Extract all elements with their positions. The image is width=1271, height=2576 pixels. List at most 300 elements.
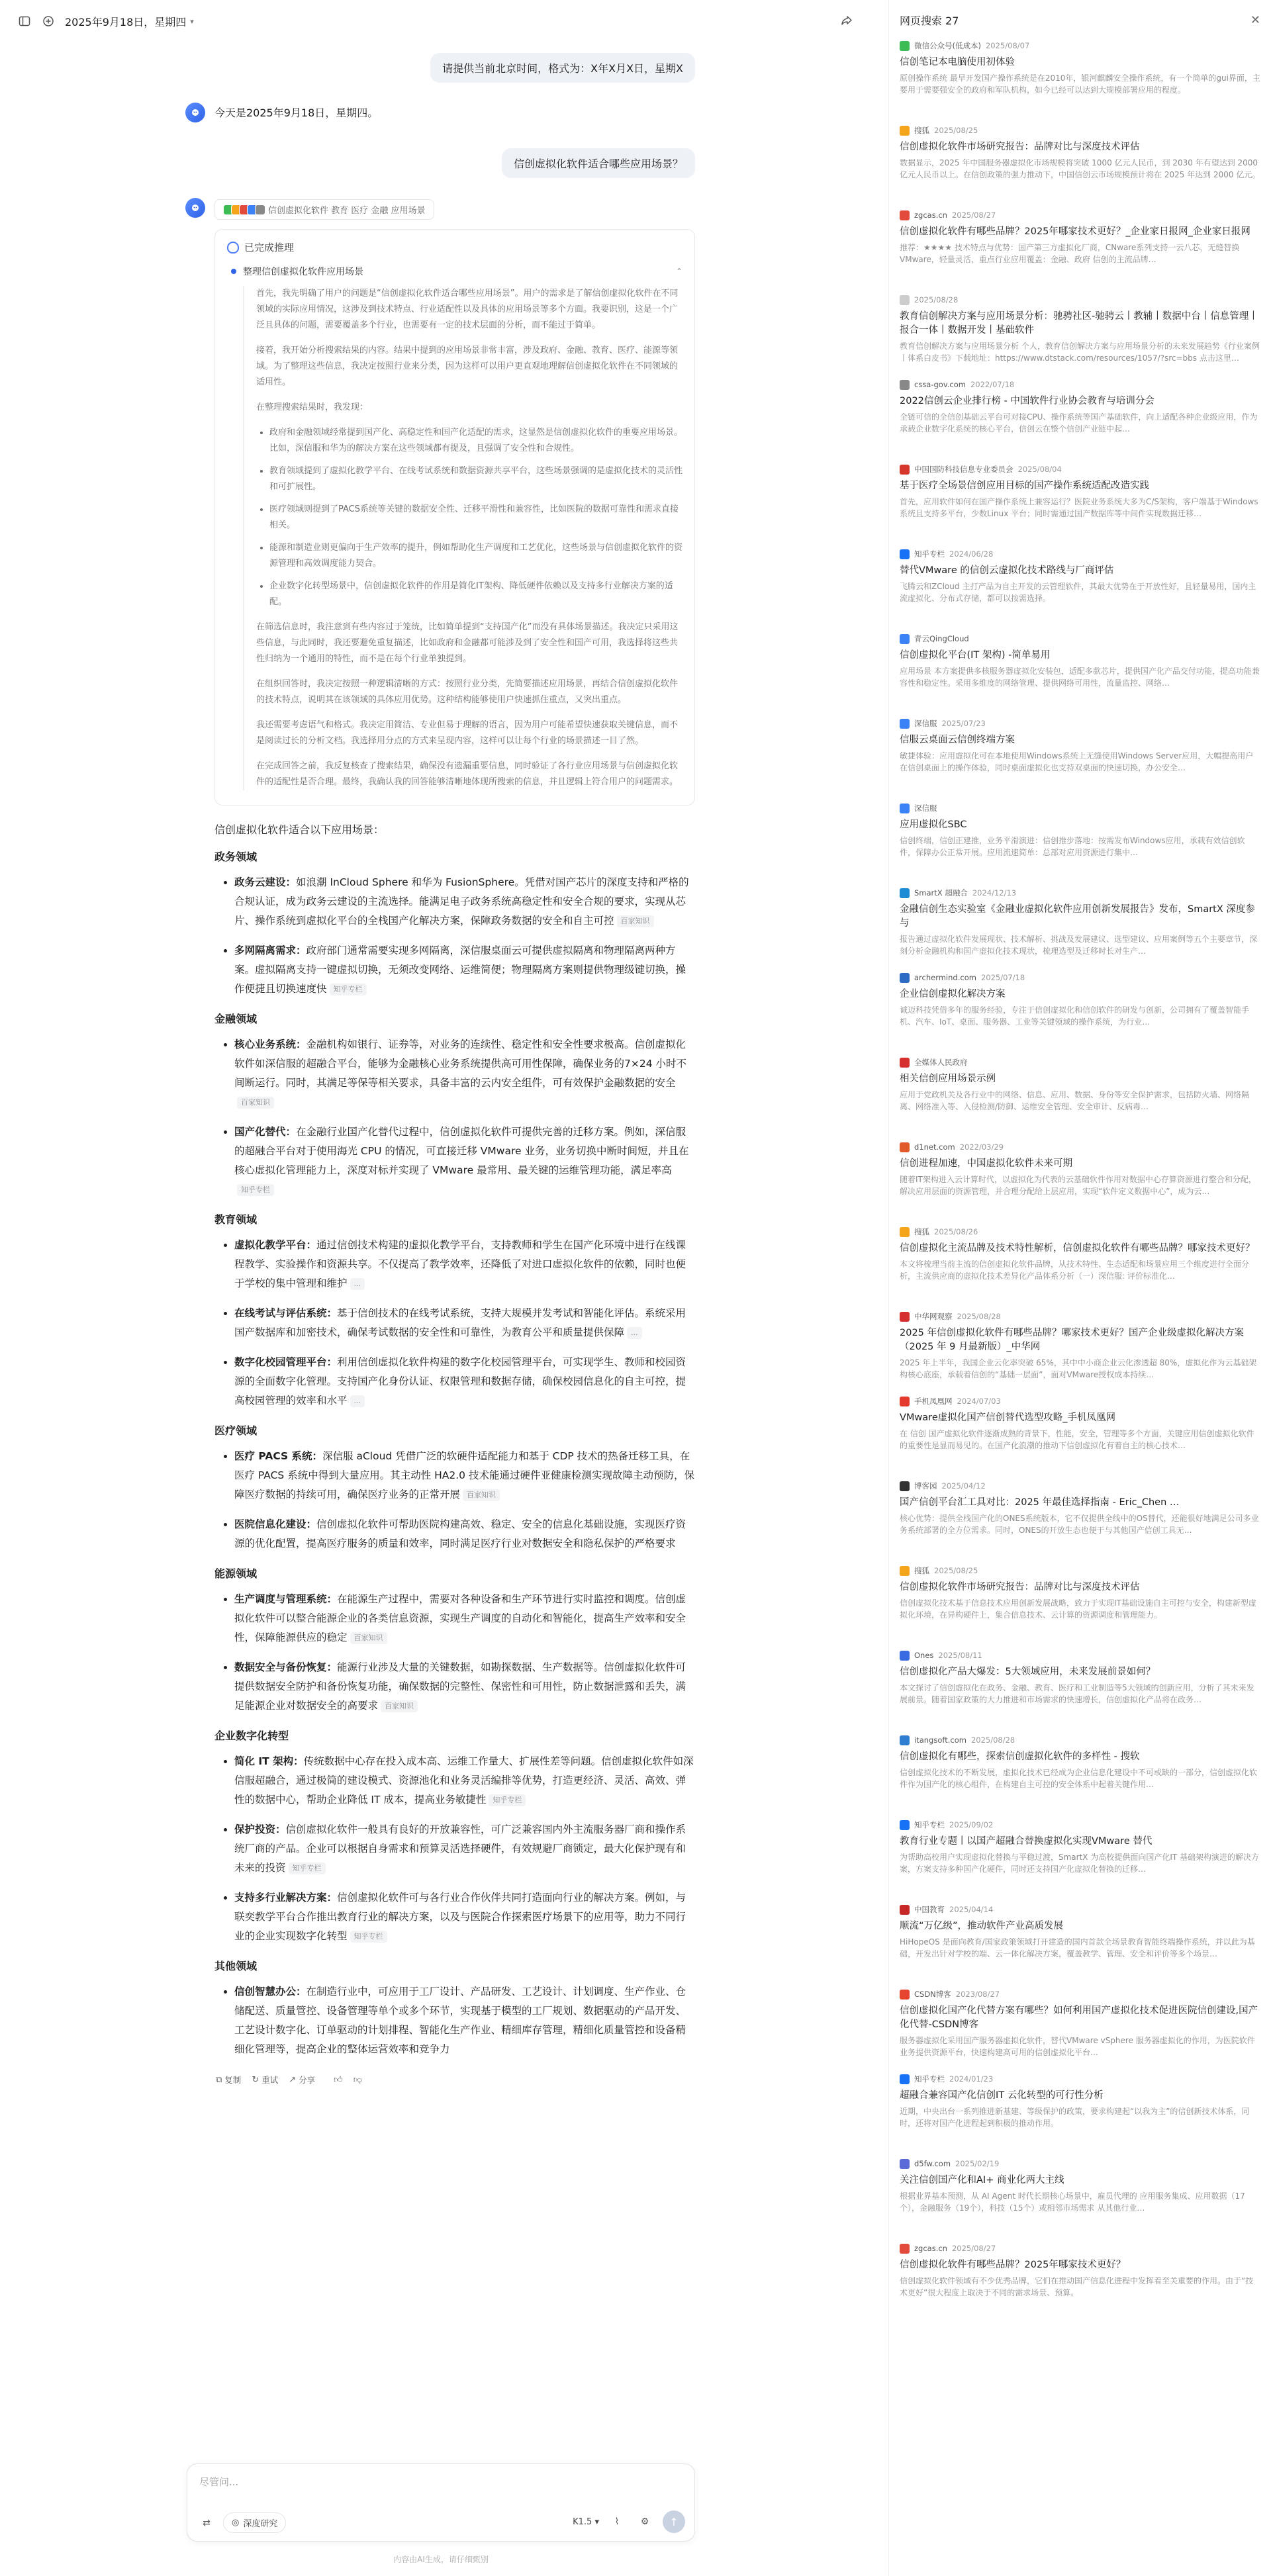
source-card[interactable] <box>900 633 1260 709</box>
source-favicon-icon <box>900 295 910 305</box>
source-meta <box>900 802 1260 814</box>
copy-button[interactable] <box>216 2074 241 2086</box>
source-meta <box>900 1226 1260 1238</box>
source-card[interactable] <box>900 1226 1260 1302</box>
source-title[interactable]: 基于医疗全场景信创应用目标的国产操作系统适配改造实践 <box>900 481 1149 491</box>
source-snippet: 随着IT架构进入云计算时代，以虚拟化为代表的云基础软件作用对数据中心存算资源进行整合和分配，解决应用层面的资源管理，并合理分配给上层应用，实现“软件定义数据中心”，成为云… <box>900 1175 1256 1196</box>
source-meta <box>900 2242 1260 2254</box>
source-title[interactable]: 顺流“万亿级”，推动软件产业高质发展 <box>900 1921 1064 1931</box>
source-date: 2025/08/27 <box>951 210 996 220</box>
source-favicon-icon <box>900 634 910 644</box>
reasoning-paragraph: 接着，我开始分析搜索结果的内容。结果中提到的应用场景非常丰富，涉及政府、金融、教育、医疗、能源等领域。为了整理这些信息，我决定按照行业来分类，因为这样可以用户更直观地理解信创虚拟化软件在不同领域的适用性。 <box>256 345 679 387</box>
source-title[interactable]: 信创虚拟化有哪些，探索信创虚拟化软件的多样性 - 搜软 <box>900 1751 1140 1762</box>
reasoning-paragraph: 我还需要考虑语气和格式。我决定用简洁、专业但易于理解的语言，因为用户可能希望快速获取关键信息，而不是阅读过长的分析文档。我选择用分点的方式来呈现内容，这样可以让每个行业的场景描述一目了然。 <box>256 720 679 746</box>
source-favicon-icon <box>900 210 910 220</box>
source-snippet: 信创虚拟化技术基于信息技术应用创新发展战略，致力于实现IT基础设施自主可控与安全，构建新型虚拟化环境，在异构硬件上，集合信息技术、云计算的资源调度和管理能力。 <box>900 1598 1256 1620</box>
answer-item <box>234 1515 695 1553</box>
reasoning-bullet: • 政府和金融领域经常提到国产化、高稳定性和国产化适配的需求，这显然是信创虚拟化软件的重要应用场景。比如，深信服和华为的解决方案在这些领域都有提及，且强调了安全性和合规性。 <box>269 425 683 457</box>
source-meta <box>900 1395 1260 1407</box>
sidebar-toggle-icon[interactable] <box>17 14 32 28</box>
reasoning-bullet: • 企业数字化转型场景中，信创虚拟化软件的作用是简化IT架构、降低硬件依赖以及支持多行业解决方案的适配。 <box>269 578 683 610</box>
answer-intro: 信创虚拟化软件适合以下应用场景： <box>214 823 385 836</box>
reasoning-bullets <box>256 425 683 610</box>
answer-item-name: 医疗 PACS 系统： <box>234 1450 323 1462</box>
top-bar <box>0 0 887 42</box>
source-card[interactable] <box>900 294 1260 370</box>
answer-item-name: 虚拟化教学平台： <box>234 1239 317 1251</box>
model-selector[interactable] <box>573 2517 599 2527</box>
settings-icon[interactable]: ⚙ <box>640 2516 649 2527</box>
source-meta <box>900 463 1260 475</box>
source-meta <box>900 972 1260 984</box>
source-snippet: 信创虚拟化技术的不断发展，虚拟化技术已经成为企业信息化建设中不可或缺的一部分，信创虚拟化软件作为国产化的核心组件，在构建自主可控的安全体系中起着关键作用… <box>900 1768 1258 1789</box>
reasoning-bullet: • 能源和制造业则更偏向于生产效率的提升，例如帮助化生产调度和工艺优化，这些场景与信创虚拟化软件的资源管理和高效调度能力契合。 <box>269 540 683 572</box>
answer-item <box>234 941 695 999</box>
source-site: SmartX 超融合 <box>914 888 968 897</box>
source-date: 2025/08/27 <box>951 2244 996 2253</box>
answer-item <box>234 873 695 931</box>
source-meta <box>900 209 1260 221</box>
source-favicon-icon <box>900 126 910 136</box>
source-meta <box>900 124 1260 136</box>
assistant-avatar <box>185 198 205 218</box>
source-card[interactable] <box>900 1904 1260 1980</box>
source-title[interactable]: 信创虚拟化软件市场研究报告：品牌对比与深度技术评估 <box>900 142 1140 152</box>
citation-badge[interactable]: 百家知识 <box>350 1632 387 1644</box>
source-snippet: 根据业界基本预测，从 AI Agent 时代长期核心场景中，雇员代理的 应用服务集成、应用数据（17个），金融服务（19个），科技（15个）或相邻市场需求 从其他行业… <box>900 2191 1245 2213</box>
answer-item-name: 在线考试与评估系统： <box>234 1307 338 1319</box>
source-site: cssa-gov.com <box>914 380 966 389</box>
source-date: 2025/08/26 <box>934 1227 978 1236</box>
source-snippet: 服务器虚拟化采用国产服务器虚拟化软件，替代VMware vSphere 服务器虚拟化的作用，为医院软件业务提供资源平台，快速构建高可用的信创虚拟化平台… <box>900 2036 1255 2057</box>
source-site: 搜狐 <box>914 1227 929 1236</box>
section-list <box>214 1236 695 1410</box>
source-title[interactable]: 相关信创应用场景示例 <box>900 1074 996 1084</box>
source-date: 2025/08/04 <box>1017 465 1062 474</box>
copy-label: 复制 <box>224 2075 242 2085</box>
citation-badge[interactable]: ... <box>627 1327 642 1339</box>
chat-input-box[interactable] <box>187 2463 695 2542</box>
reasoning-bullet: • 医疗领域则提到了PACS系统等关键的数据安全性、迁移平滑性和兼容性，比如医院的数据可靠性和需求直接相关。 <box>269 502 683 533</box>
source-meta <box>900 1311 1260 1322</box>
section-heading: 能源领域 <box>214 1567 258 1580</box>
answer-item-name: 核心业务系统： <box>234 1038 306 1050</box>
source-card[interactable] <box>900 972 1260 1048</box>
answer-item-name: 医院信息化建设： <box>234 1518 317 1530</box>
source-card[interactable] <box>900 2242 1260 2319</box>
section-heading: 金融领域 <box>214 1013 258 1025</box>
source-favicon-icon <box>900 465 910 475</box>
source-favicon-stack <box>223 205 263 215</box>
like-button[interactable] <box>334 2075 343 2085</box>
source-card[interactable] <box>900 40 1260 116</box>
source-snippet: 核心优势：提供全栈国产化的ONES系统版本，它不仅提供全线中的OS替代，还能很好地满足公司多业务系统部署的全方位需求。同时，ONES的开放生态也便于与其他国产信创工具无… <box>900 1514 1259 1535</box>
source-card[interactable] <box>900 1565 1260 1641</box>
answer-item <box>234 1035 695 1112</box>
source-snippet: 信创虚拟化软件领域有不少优秀品牌，它们在推动国产信息化进程中发挥着至关重要的作用。由于“技术更好”很大程度上取决于不同的需求场景、预算。 <box>900 2276 1254 2297</box>
reasoning-header[interactable] <box>227 240 683 254</box>
source-site: 中国国防科技信息专业委员会 <box>914 465 1013 474</box>
answer-item <box>234 1888 695 1946</box>
citation-badge[interactable]: 百家知识 <box>237 1097 274 1109</box>
user-message-bubble: 请提供当前北京时间，格式为：X年X月X日，星期X <box>430 53 695 83</box>
message-actions <box>214 2074 695 2086</box>
source-site: 深信服 <box>914 804 937 813</box>
source-title[interactable]: 教育行业专题丨以国产超融合替换虚拟化实现VMware 替代 <box>900 1836 1153 1847</box>
source-favicon-icon <box>900 1481 910 1491</box>
source-title[interactable]: 超融合兼容国产化信创IT 云化转型的可行性分析 <box>900 2090 1104 2101</box>
answer-item-name: 简化 IT 架构： <box>234 1755 304 1767</box>
source-date: 2025/08/25 <box>934 1566 978 1575</box>
source-meta <box>900 548 1260 560</box>
source-snippet: 2025 年上半年，我国企业云化率突破 65%，其中中小商企业云化渗透超 80%，虚拟化作为云基础架构核心底座，承载着信创的“基础一层面”，面对VMware授权成本持续… <box>900 1358 1257 1379</box>
source-title[interactable]: 信创虚拟化产品大爆发：5大领域应用，未来发展前景如何？ <box>900 1667 1156 1677</box>
section-heading: 医疗领域 <box>214 1424 258 1437</box>
source-meta <box>900 1988 1260 2000</box>
source-title[interactable]: 信服云桌面云信创终端方案 <box>900 735 1015 745</box>
share-button[interactable] <box>289 2074 315 2086</box>
source-date: 2025/09/02 <box>949 1820 994 1829</box>
section-list <box>214 1752 695 1946</box>
section-heading: 企业数字化转型 <box>214 1729 289 1742</box>
source-meta <box>900 633 1260 645</box>
source-date: 2024/01/23 <box>949 2074 994 2084</box>
source-snippet: 飞腾云和ZCloud 主打产品为自主开发的云管理软件，其最大优势在于开放性好，且轻量易用，国内主流虚拟化、分布式存储，都可以按需选择。 <box>900 582 1256 603</box>
tools-icon[interactable]: ⇄ <box>203 2517 211 2528</box>
source-snippet: 近期，中央出台一系列推进新基建、等级保护的政策，要求构建起“以我为主”的信创新技术体系，同时，还将对国产化进程起到积极的推动作用。 <box>900 2107 1250 2128</box>
citation-badge[interactable]: ... <box>350 1278 365 1290</box>
source-date: 2025/08/28 <box>914 295 959 304</box>
assistant-answer-text: 今天是2025年9月18日，星期四。 <box>214 107 379 119</box>
answer-item-name: 数据安全与备份恢复： <box>234 1661 338 1673</box>
source-date: 2025/04/14 <box>949 1905 994 1914</box>
source-date: 2024/06/28 <box>949 549 994 559</box>
source-snippet: 应用于党政机关及各行业中的网络、信息、应用、数据、身份等安全保护需求，包括防火墙、网络隔离、网络准入等、入侵检测/防御、运维安全管理、安全审计、反病毒… <box>900 1090 1250 1111</box>
answer-item <box>234 1752 695 1810</box>
citation-badge[interactable]: 百家知识 <box>617 915 654 927</box>
source-title[interactable]: 教育信创解决方案与应用场景分析：驰骋社区-驰骋云丨教辅丨数据中台丨信息管理丨报合一体丨数据开发丨基础软件 <box>900 311 1258 336</box>
answer-item <box>234 1820 695 1878</box>
source-title[interactable]: 信创虚拟化软件市场研究报告：品牌对比与深度技术评估 <box>900 1582 1140 1592</box>
source-card[interactable] <box>900 209 1260 285</box>
deep-research-icon: ◎ <box>232 2518 240 2528</box>
source-title[interactable]: 2025 年信创虚拟化软件有哪些品牌？哪家技术更好？国产企业级虚拟化解决方案（2025 年 9 月最新版）_中华网 <box>900 1328 1245 1352</box>
answer-item-name: 支持多行业解决方案： <box>234 1892 338 1904</box>
source-meta <box>900 294 1260 306</box>
refresh-icon: ↻ <box>252 2074 259 2085</box>
answer-item-name: 保护投资： <box>234 1823 286 1835</box>
arrow-up-icon: ↑ <box>669 2515 679 2528</box>
source-snippet: 应用场景 本方案提供多核服务器虚拟化安装包，适配多款芯片，提供国产化产品交付功能，提高功能兼容性和稳定性。采用多维度的网络管理、提供网络可用性，流量监控、网络… <box>900 667 1260 688</box>
source-date: 2025/08/28 <box>957 1312 1001 1321</box>
reasoning-step[interactable] <box>227 265 683 278</box>
source-meta <box>900 2073 1260 2085</box>
source-date: 2025/08/25 <box>934 126 978 135</box>
send-button[interactable] <box>663 2510 685 2533</box>
source-site: d5fw.com <box>914 2159 951 2168</box>
source-snippet: 本文探讨了信创虚拟化在政务、金融、教育、医疗和工业制造等5大领域的创新应用，分析了其未来发展前景。随着国家政策的大力推进和市场需求的快速增长，信创虚拟化产品将在政务… <box>900 1683 1254 1704</box>
source-card[interactable] <box>900 1311 1260 1387</box>
reasoning-paragraph: 在组织回答时，我决定按照一种逻辑清晰的方式：按照行业分类，先简要描述应用场景，再结合信创虚拟化软件的技术特点，说明其在该领域的具体应用优势。这种结构能够使用户快速抓住重点，又突出重点。 <box>256 679 679 705</box>
source-meta <box>900 1056 1260 1068</box>
citation-badge[interactable]: 百家知识 <box>381 1700 418 1712</box>
answer-item-text: 在能源生产过程中，需要对各种设备和生产环节进行实时监控和调度。信创虚拟化软件可以整合能源企业的各类信息资源，实现生产调度的自动化和智能化，提高生产效率和安全性，保障能源供应的稳定 <box>234 1593 686 1643</box>
source-snippet: 原创操作系统 最早开发国产操作系统是在2010年，银河麒麟安全操作系统，有一个简单的gui界面，主要用于需要强安全的政府和军队机构，如今已经可以达到大规模部署应用的程度。 <box>900 73 1260 95</box>
citation-badge[interactable]: 知乎专栏 <box>237 1184 274 1196</box>
reasoning-content <box>243 286 683 790</box>
source-site: 知乎专栏 <box>914 549 945 559</box>
source-card[interactable] <box>900 1056 1260 1132</box>
source-site: 搜狐 <box>914 126 929 135</box>
source-site: 中国教育 <box>914 1905 945 1914</box>
source-card[interactable] <box>900 887 1260 963</box>
answer-item-name: 政务云建设： <box>234 876 297 888</box>
share-icon[interactable] <box>839 13 854 28</box>
answer-item-text: 如浪潮 InCloud Sphere 和华为 FusionSphere。凭借对国产芯片的深度支持和严格的合规认证，成为政务云建设的主流选择。能满足电子政务系统高稳定性和安全合规的要求，实现从芯片、操作系统到虚拟化平台的全栈国产化解决方案，保障政务数据的安全和自主可控 <box>234 876 689 927</box>
section-list <box>214 873 695 999</box>
source-site: archermind.com <box>914 973 976 982</box>
source-snippet: 数据显示，2025 年中国服务器虚拟化市场规模将突破 1000 亿元人民币，到 2030 年有望达到 2000 亿元人民币以上。在信创政策的强力推动下，中国信创云市场规模预计将在 2025 年达到 2000 亿元。 <box>900 158 1260 179</box>
source-meta <box>900 1649 1260 1661</box>
reasoning-paragraph: 在完成回答之前，我反复核查了搜索结果，确保没有遗漏重要信息，同时验证了各行业应用场景与信创虚拟化软件的适配性是否合理。最终，我确认我的回答能够清晰地体现所搜索的信息，并且逻辑上符合用户的问题需求。 <box>256 761 679 787</box>
section-list <box>214 1447 695 1553</box>
source-title[interactable]: 关注信创国产化和AI+ 商业化两大主线 <box>900 2175 1064 2185</box>
source-date: 2025/07/18 <box>980 973 1025 982</box>
chevron-down-icon: ▾ <box>190 17 194 26</box>
source-date: 2025/08/11 <box>938 1651 982 1660</box>
citation-badge[interactable]: 知乎专栏 <box>350 1931 387 1943</box>
source-favicon-icon <box>900 2074 910 2084</box>
source-date: 2025/08/28 <box>970 1735 1015 1745</box>
source-favicon-icon <box>900 1820 910 1830</box>
source-meta <box>900 1734 1260 1746</box>
source-title[interactable]: 企业信创虚拟化解决方案 <box>900 989 1006 999</box>
new-chat-icon[interactable] <box>41 14 56 28</box>
sources-panel-header <box>889 0 1271 40</box>
source-snippet: HiHopeOS 是面向教育/国家政策领域打开建造的国内首款全场景教育智能终端操作系统，并以此为基础，开发出针对学校的端、云一体化解决方案，覆盖教学、管理、安全和评价等多个场景… <box>900 1937 1255 1958</box>
reasoning-paragraph: 在筛选信息时，我注意到有些内容过于笼统，比如简单提到“支持国产化”而没有具体场景描述。我决定只采用这些信息，与此同时，我还要避免重复描述，比如政府和金融都可能涉及到了安全性和国产可用，我选择将这些共性归纳为一个通用的特性，而不是在每个行业单独提到。 <box>256 622 679 664</box>
source-favicon-icon <box>900 1397 910 1406</box>
answer-item-text: 信创虚拟化软件可与各行业合作伙伴共同打造面向行业的解决方案。例如，与联奕教学平台合作推出教育行业的解决方案，以及与医院合作探索医疗场景下的应用等，助力不同行业的企业实现数字化转型 <box>234 1892 686 1942</box>
conversation-title[interactable] <box>65 14 194 29</box>
source-site: 知乎专栏 <box>914 2074 945 2084</box>
source-card[interactable] <box>900 1480 1260 1556</box>
answer-item-text: 传统数据中心存在投入成本高、运维工作量大、扩展性差等问题。信创虚拟化软件如深信服超融合，通过极简的建设模式、资源池化和业务灵活编排等优势，打造更经济、灵活、高效、弹性的数据中心，帮助企业降低 IT 成本，提高业务敏捷性 <box>234 1755 694 1806</box>
source-title[interactable]: 信创笔记本电脑使用初体验 <box>900 57 1015 68</box>
answer-item <box>234 1123 695 1199</box>
sources-list <box>889 40 1271 2319</box>
source-favicon-icon <box>900 1651 910 1661</box>
citation-badge[interactable]: 知乎专栏 <box>289 1863 326 1874</box>
source-title[interactable]: 信创虚拟化平台(IT 架构) -简单易用 <box>900 650 1051 661</box>
source-date: 2023/08/27 <box>955 1990 1000 1999</box>
user-message-bubble: 信创虚拟化软件适合哪些应用场景？ <box>502 148 695 178</box>
copy-icon: ⧉ <box>216 2074 222 2085</box>
attach-icon[interactable]: ⌇ <box>614 2516 620 2527</box>
answer-item-text: 在制造行业中，可应用于工厂设计、产品研发、工艺设计、计划调度、生产作业、仓储配送、质量管控、设备管理等单个或多个环节，实现基于模型的工厂规划、数据驱动的产品开发、工艺设计数字化、订单驱动的计划排程、智能化生产作业、精细库存管理，精细化质量管控和设备精细化管理等，提高企业的整体运营效率和竞争力 <box>234 1986 686 2055</box>
source-meta <box>900 1141 1260 1153</box>
ai-disclaimer: 内容由AI生成，请仔细甄别 <box>393 2555 489 2564</box>
source-card[interactable] <box>900 124 1260 201</box>
source-title[interactable]: VMware虚拟化国产信创替代选型攻略_手机凤凰网 <box>900 1412 1115 1423</box>
source-meta <box>900 717 1260 729</box>
source-title[interactable]: 金融信创生态实验室《金融业虚拟化软件应用创新发展报告》发布，SmartX 深度参与 <box>900 904 1255 929</box>
assistant-avatar <box>185 103 205 122</box>
answer-item-text: 信创虚拟化软件一般具有良好的开放兼容性，可广泛兼容国内外主流服务器厂商和操作系统厂商的产品。企业可以根据自身需求和预算灵活选择硬件，有效规避厂商锁定，最大化保护现有和未来的投资 <box>234 1823 686 1874</box>
source-card[interactable] <box>900 379 1260 455</box>
answer-item <box>234 1236 695 1293</box>
answer-item-name: 生产调度与管理系统： <box>234 1593 338 1605</box>
source-title[interactable]: 信创虚拟化软件有哪些品牌？2025年哪家技术更好？_企业家日报网_企业家日报网 <box>900 226 1250 237</box>
source-snippet: 本文将梳理当前主流的信创虚拟化软件品牌，从技术特性、生态适配和场景应用三个维度进行全面分析，主流供应商的虚拟化技术差异化产品体系分析（一）深信服: 评价标准化… <box>900 1260 1250 1281</box>
source-card[interactable] <box>900 2158 1260 2234</box>
source-site: d1net.com <box>914 1142 955 1152</box>
source-card[interactable] <box>900 1141 1260 1217</box>
conversation-title-text: 2025年9月18日，星期四 <box>65 15 187 28</box>
source-snippet: 信创终端，信创正建推，业务平滑演进：信创推步落地：按需发布Windows应用，承载有效信创软件，保障办公正常开展。应用流速简单：总部对应用资源进行集中… <box>900 836 1245 857</box>
source-meta <box>900 2158 1260 2170</box>
thumbs-up-icon: 👍︎ <box>334 2074 343 2085</box>
answer-item-name: 多网隔离需求： <box>234 944 306 956</box>
source-title[interactable]: 信创进程加速，中国虚拟化软件未来可期 <box>900 1158 1072 1169</box>
source-card[interactable] <box>900 1988 1260 2064</box>
chevron-up-icon[interactable]: ⌃ <box>675 267 683 276</box>
source-title[interactable]: 应用虚拟化SBC <box>900 819 967 830</box>
source-favicon-icon <box>900 2244 910 2254</box>
answer-item-name: 数字化校园管理平台： <box>234 1356 338 1368</box>
answer-item-text: 深信服 aCloud 凭借广泛的软硬件适配能力和基于 CDP 技术的热备迁移工具，在医疗 PACS 系统中得到大量应用。其主动性 HA2.0 技术能通过硬件亚健康检测实现故障主动预防，保障医疗数据的持续可用，确保医疗业务的正常开展 <box>234 1450 694 1500</box>
answer-item <box>234 1447 695 1504</box>
source-site: zgcas.cn <box>914 210 947 220</box>
reasoning-step-label: 整理信创虚拟化软件应用场景 <box>243 267 363 277</box>
source-favicon-icon <box>900 41 910 51</box>
section-list <box>214 1982 695 2059</box>
retry-button[interactable] <box>252 2074 278 2086</box>
source-meta <box>900 40 1260 52</box>
answer-item-name: 信创智慧办公： <box>234 1986 306 1998</box>
thumbs-down-icon: 👎︎ <box>353 2074 362 2085</box>
section-list <box>214 1590 695 1716</box>
source-favicon-icon <box>900 1312 910 1322</box>
source-snippet: 敏捷体验：应用虚拟化可在本地使用Windows系统上无缝使用Windows Server应用，大幅提高用户在信创桌面上的操作体验，同时桌面虚拟化也支持双桌面的快速切换，办公安全… <box>900 751 1254 772</box>
source-title[interactable]: 替代VMware 的信创云虚拟化技术路线与厂商评估 <box>900 565 1114 576</box>
source-site: 青云QingCloud <box>914 634 969 643</box>
source-card[interactable] <box>900 802 1260 878</box>
section-list <box>214 1035 695 1199</box>
model-label: K1.5 <box>573 2516 592 2527</box>
answer-item-text: 政府部门通常需要实现多网隔离，深信服桌面云可提供虚拟隔离和物理隔离两种方案。虚拟隔离支持一键虚拟切换，无须改变网络、运维简便；物理隔离方案则提供物理级键切换，操作便捷且切换速度快 <box>234 944 686 995</box>
source-title[interactable]: 国产信创平台汇工具对比：2025 年最佳选择指南 - Eric_Chen … <box>900 1497 1180 1508</box>
source-site: 深信服 <box>914 719 937 728</box>
citation-badge[interactable]: ... <box>350 1395 365 1407</box>
sources-panel-title: 网页搜索 27 <box>900 14 959 27</box>
source-date: 2024/12/13 <box>972 888 1017 897</box>
source-site: Ones <box>914 1651 934 1660</box>
deep-research-label: 深度研究 <box>243 2519 278 2529</box>
reasoning-panel <box>214 229 695 805</box>
answer-item-text: 利用信创虚拟化软件构建的数字化校园管理平台，可实现学生、教师和校园资源的全面数字化管理。支持国产化身份认证、权限管理和数据存储，确保校园信息化的自主可控，提高校园管理的效率和水平 <box>234 1356 686 1406</box>
user-message <box>185 53 695 83</box>
source-card[interactable] <box>900 717 1260 794</box>
source-card[interactable] <box>900 1819 1260 1895</box>
answer-item-name: 国产化替代： <box>234 1126 297 1138</box>
source-title[interactable]: 信创虚拟化软件有哪些品牌？2025年哪家技术更好？ <box>900 2260 1126 2270</box>
search-results-chip[interactable] <box>214 199 434 220</box>
source-favicon-icon <box>900 1905 910 1915</box>
source-favicon-icon <box>900 1735 910 1745</box>
sources-panel <box>888 0 1271 2576</box>
source-date: 2025/07/23 <box>941 719 986 728</box>
source-site: 知乎专栏 <box>914 1820 945 1829</box>
deep-research-button[interactable] <box>223 2512 286 2533</box>
source-favicon-icon <box>900 1142 910 1152</box>
reasoning-status: 已完成推理 <box>244 242 295 253</box>
source-card[interactable] <box>900 463 1260 539</box>
citation-badge[interactable]: 知乎专栏 <box>330 984 367 995</box>
source-favicon-icon <box>900 1566 910 1576</box>
source-snippet: 报告通过虚拟化软件发展现状、技术解析、挑战及发展建议、选型建议、应用案例等五个主要章节，深刻分析金融机构和国产虚拟化技术现状，梳理选型及迁移时长对生产… <box>900 935 1258 956</box>
source-favicon-icon <box>900 804 910 813</box>
source-title[interactable]: 信创虚拟化国产化代替方案有哪些？如何利用国产虚拟化技术促进医院信创建设,国产化代替-CSDN博客 <box>900 2005 1258 2030</box>
answer-item-text: 金融机构如银行、证券等，对业务的连续性、稳定性和安全性要求极高。信创虚拟化软件如深信服的超融合平台，能够为金融核心业务系统提供高可用性保障，确保业务的7×24 小时不间断运行。同时，其满足等保等相关要求，具备丰富的云内安全组件，可有效保护金融数据的安全 <box>234 1038 687 1089</box>
reasoning-paragraph: 在整理搜索结果时，我发现： <box>256 402 369 412</box>
source-favicon-icon <box>900 888 910 898</box>
answer-item <box>234 1353 695 1410</box>
answer-item <box>234 1590 695 1647</box>
source-snippet: 在 信创 国产虚拟化软件逐渐成熟的背景下，性能，安全，管理等多个方面，关键应用信创虚拟化软件的重要性是显而易见的。在国产化浪潮的推动下信创虚拟化有着自主的核心技术… <box>900 1429 1254 1450</box>
source-site: zgcas.cn <box>914 2244 947 2253</box>
citation-badge[interactable]: 百家知识 <box>463 1489 500 1501</box>
source-card[interactable] <box>900 548 1260 624</box>
source-favicon-icon <box>900 1058 910 1068</box>
source-card[interactable] <box>900 1734 1260 1810</box>
answer-item <box>234 1304 695 1342</box>
source-title[interactable]: 2022信创云企业排行榜 - 中国软件行业协会教育与培训分会 <box>900 396 1154 406</box>
lightbulb-icon <box>227 242 239 253</box>
citation-badge[interactable]: 知乎专栏 <box>489 1794 526 1806</box>
source-site: 中华网观察 <box>914 1312 953 1321</box>
source-date: 2025/04/12 <box>941 1481 986 1491</box>
source-favicon-icon <box>900 973 910 983</box>
reasoning-bullet: • 教育领域提到了虚拟化教学平台、在线考试系统和数据资源共享平台，这些场景强调的是虚拟化技术的灵活性和可扩展性。 <box>269 463 683 495</box>
source-card[interactable] <box>900 1395 1260 1471</box>
source-date: 2024/07/03 <box>957 1397 1001 1406</box>
close-icon[interactable]: ✕ <box>1250 13 1260 27</box>
chat-input[interactable]: 尽管问... <box>199 2476 239 2488</box>
source-title[interactable]: 信创虚拟化主流品牌及技术特性解析，信创虚拟化软件有哪些品牌？哪家技术更好？ <box>900 1243 1255 1254</box>
source-site: 搜狐 <box>914 1566 929 1575</box>
source-date: 2022/03/29 <box>959 1142 1004 1152</box>
source-favicon-icon <box>900 2159 910 2169</box>
source-date: 2025/08/07 <box>985 41 1030 50</box>
source-meta <box>900 1819 1260 1831</box>
answer-item <box>234 1982 695 2059</box>
assistant-message <box>185 103 695 123</box>
source-favicon-icon <box>900 1227 910 1237</box>
share-label: 分享 <box>299 2075 316 2085</box>
source-meta <box>900 1480 1260 1492</box>
source-card[interactable] <box>900 2073 1260 2149</box>
reasoning-paragraph: 首先，我先明确了用户的问题是“信创虚拟化软件适合哪些应用场景”。用户的需求是了解信创虚拟化软件在不同领域的实际应用情况，这涉及到技术特点、行业适配性以及具体的应用场景等多个方面。我要识别，这是一个广泛且具体的问题，需要覆盖多个行业，也需要有一定的技术层面的分析，而不能过于简单。 <box>256 289 679 330</box>
source-favicon-icon <box>900 719 910 729</box>
answer-item-text: 能源行业涉及大量的关键数据，如勘探数据、生产数据等。信创虚拟化软件可提供数据安全防护和备份恢复功能，确保数据的完整性、保密性和可用性，防止数据泄露和丢失，满足能源企业对数据安全的高要求 <box>234 1661 686 1712</box>
source-card[interactable] <box>900 1649 1260 1725</box>
source-date: 2025/02/19 <box>955 2159 1000 2168</box>
source-meta <box>900 1904 1260 1915</box>
source-snippet: 教育信创解决方案与应用场景分析 个人，教育信创解决方案与应用场景分析的未来发展趋势《行业案例丨体系白皮书》下载地址：https://www.dtstack.com/resources/1057/?src=bbs 点击这里… <box>900 342 1260 363</box>
dislike-button[interactable] <box>353 2075 362 2085</box>
source-date: 2022/07/18 <box>970 380 1015 389</box>
